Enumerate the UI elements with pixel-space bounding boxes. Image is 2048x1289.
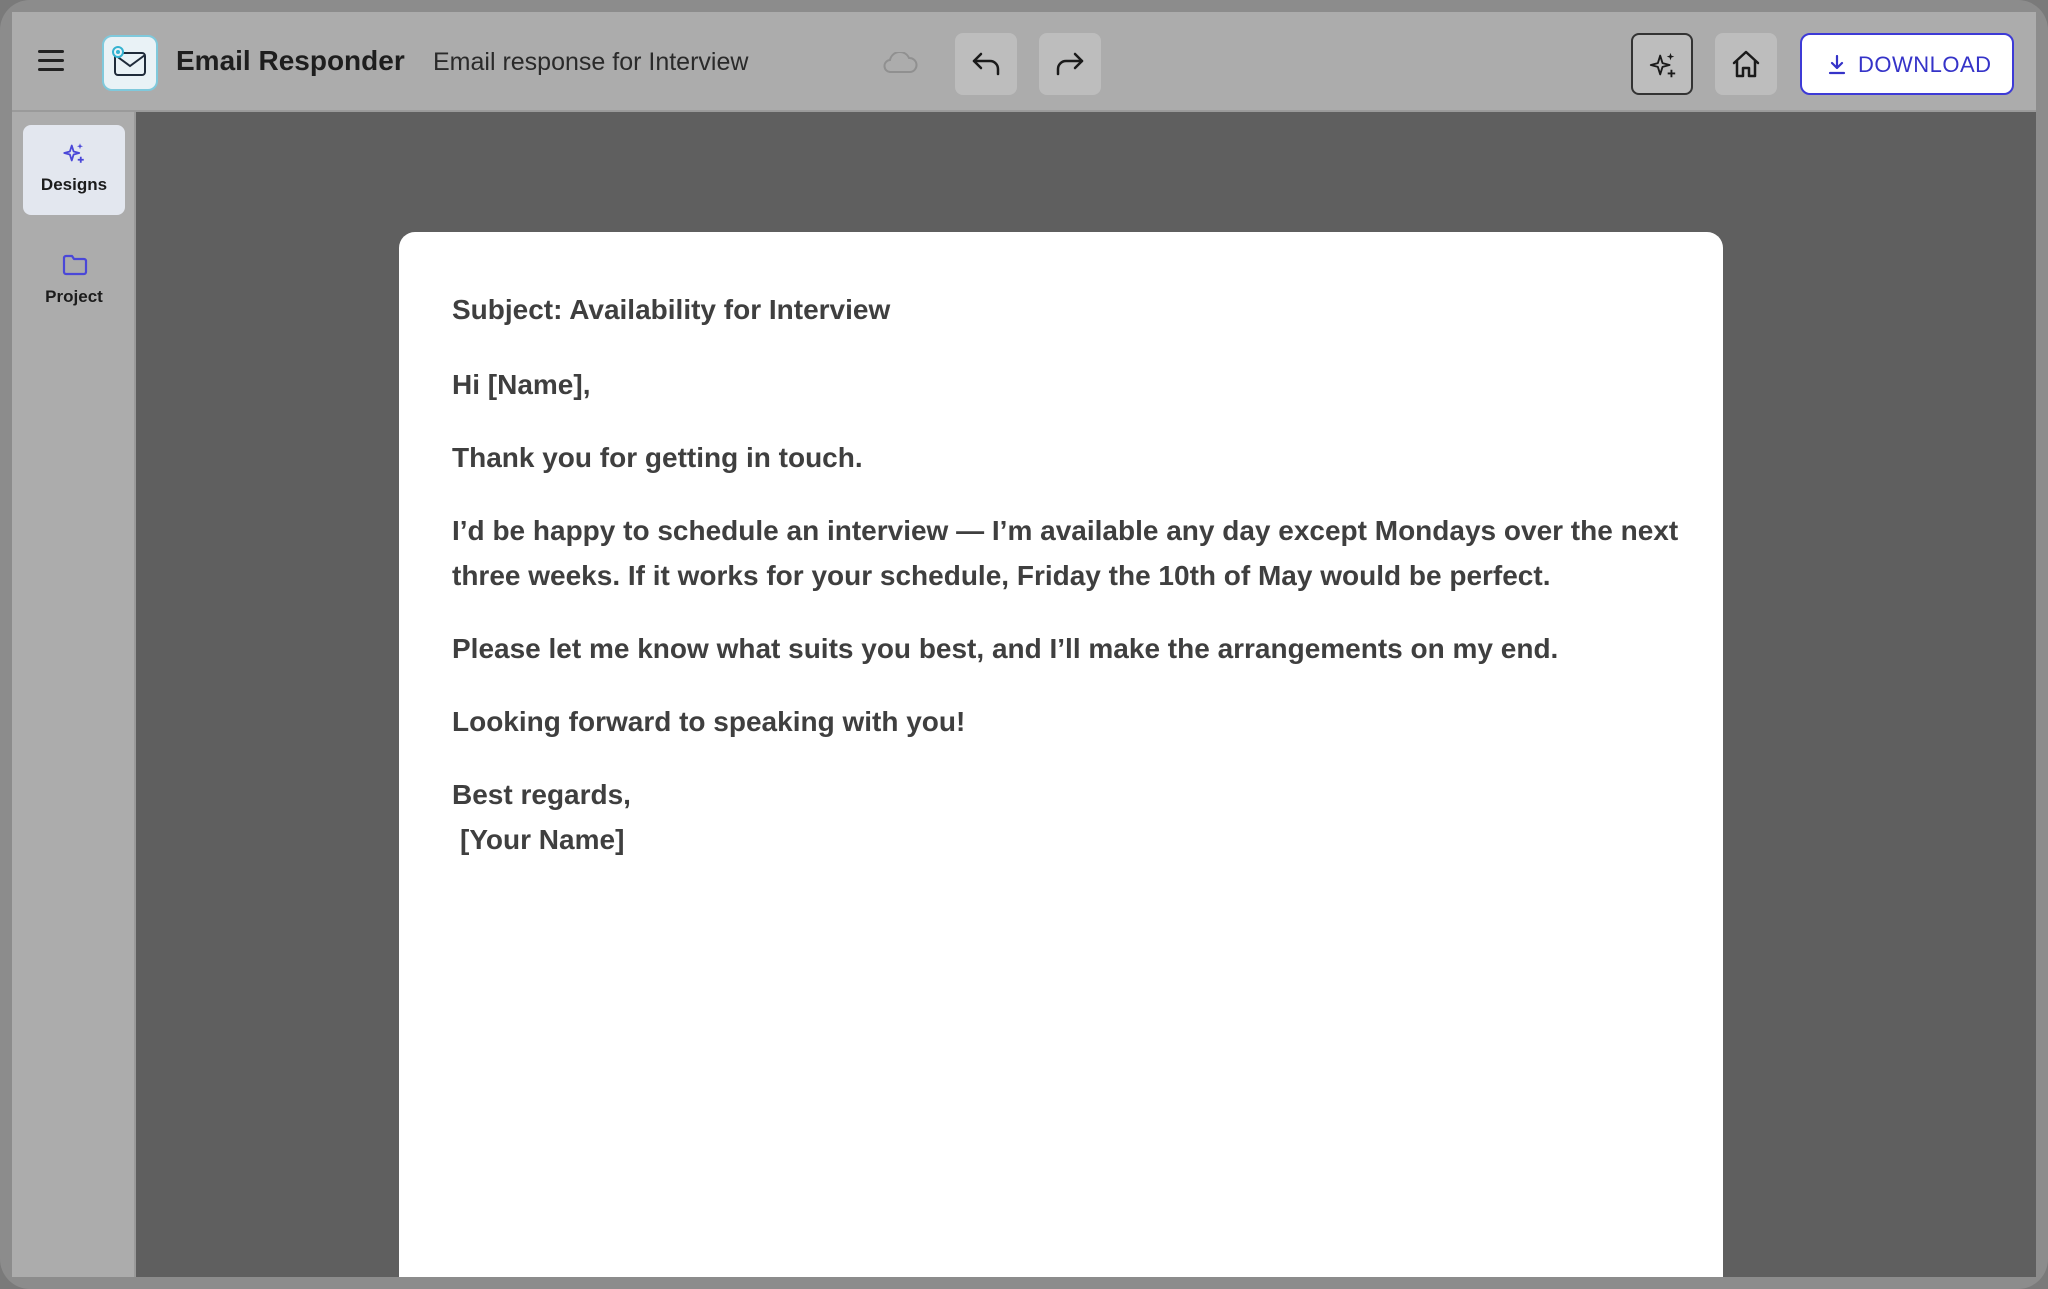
home-icon <box>1730 48 1762 80</box>
sidebar-item-label: Designs <box>40 175 108 194</box>
email-body[interactable] <box>452 287 1692 862</box>
canvas-area <box>136 112 2036 1277</box>
email-responder-logo-icon <box>102 35 158 91</box>
left-sidebar <box>12 112 136 1277</box>
download-button[interactable] <box>1800 33 2014 95</box>
email-greeting: Hi [Name], <box>452 369 591 400</box>
email-paragraph: Thank you for getting in touch. <box>452 442 863 473</box>
email-paragraph: Looking forward to speaking with you! <box>452 706 966 737</box>
document-title[interactable]: Email response for Interview <box>433 48 749 76</box>
redo-button[interactable] <box>1039 33 1101 95</box>
email-document[interactable] <box>399 232 1723 1277</box>
home-button[interactable] <box>1715 33 1777 95</box>
undo-button[interactable] <box>955 33 1017 95</box>
top-toolbar <box>12 12 2036 112</box>
ai-generate-button[interactable] <box>1631 33 1693 95</box>
sidebar-item-project[interactable] <box>23 237 125 327</box>
app-window <box>12 12 2036 1277</box>
download-label: DOWNLOAD <box>1858 52 1992 77</box>
email-subject: Subject: Availability for Interview <box>452 294 891 325</box>
email-paragraph: Please let me know what suits you best, and I’ll make the arrangements on my end. <box>452 633 1559 664</box>
undo-icon <box>970 48 1002 80</box>
cloud-sync-icon <box>882 52 918 79</box>
hamburger-menu-icon[interactable] <box>38 50 64 74</box>
sidebar-item-designs[interactable] <box>23 125 125 215</box>
redo-icon <box>1054 48 1086 80</box>
email-paragraph: I’d be happy to schedule an interview — I’m available any day except Mondays over the next three weeks. If it works for your schedule, Friday the 10th of May would be perfect. <box>452 515 1679 591</box>
sparkle-icon <box>62 141 86 165</box>
download-icon <box>1828 55 1846 75</box>
sidebar-item-label: Project <box>45 287 103 306</box>
sparkle-icon <box>1648 50 1678 80</box>
email-signature: [Your Name] <box>460 824 625 855</box>
folder-icon <box>62 253 88 277</box>
email-closing: Best regards, <box>452 779 631 810</box>
app-title: Email Responder <box>176 45 405 76</box>
